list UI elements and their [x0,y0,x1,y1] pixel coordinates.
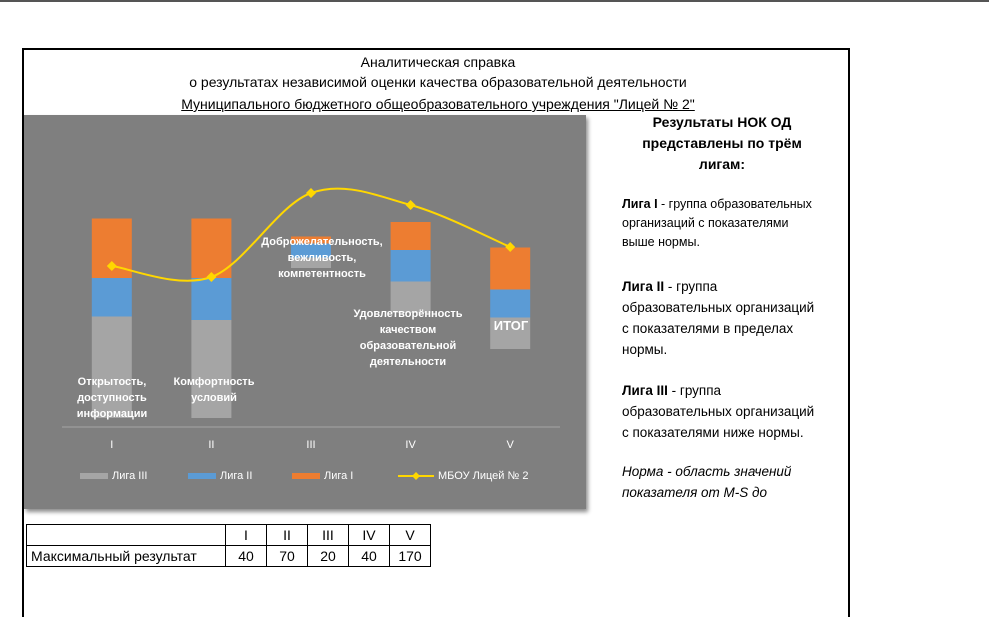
x-tick-label: V [506,439,514,451]
category-annotation-label: Доброжелательность, вежливость, компетентность [261,236,383,280]
league2-name: Лига II [622,279,665,294]
table-header-cell: III [308,525,349,546]
norma-definition: Норма - область значений показателя от M-S до [622,464,792,500]
legend-label: МБОУ Лицей № 2 [438,470,529,482]
legend-label: Лига II [220,470,253,482]
category-annotation-label: Удовлетворённость качеством образовательной деятельности [353,308,463,368]
bar-лига-i [391,222,431,250]
league2-text: - группа образовательных организаций с показателями в пределах нормы. [622,279,815,357]
max-results-table [26,524,431,567]
line-point-marker [406,200,416,210]
organization-name [24,96,852,112]
table-header-cell: I [226,525,267,546]
category-annotation-label: Комфортность условий [173,376,255,404]
table-header-cell: II [267,525,308,546]
top-border-line [0,0,989,2]
table-cell: 40 [349,546,390,567]
table-header-cell: IV [349,525,390,546]
league1-description [622,195,822,252]
league-chart [24,115,586,509]
x-tick-label: I [110,439,114,451]
league3-description [622,380,822,443]
category-annotation-label: Открытость, доступность информации [76,376,148,420]
table-cell: 70 [267,546,308,567]
table-header-cell [27,525,226,546]
report-subtitle: о результатах независимой оценки качества образовательной деятельности [189,74,687,90]
league3-name: Лига III [622,383,668,398]
table-cell: 40 [226,546,267,567]
league-description-panel [622,112,822,503]
row-label: Максимальный результат [27,546,226,567]
table-header-cell: V [390,525,431,546]
legend-swatch [80,473,108,479]
sidebar-heading: Результаты НОК ОД представлены по трём лигам: [642,114,802,172]
legend-swatch [188,473,216,479]
organization-name-text: Муниципального бюджетного общеобразовательного учреждения "Лицей № 2" [181,96,695,112]
legend-label: Лига III [112,470,148,482]
legend-label: Лига I [324,470,354,482]
legend-line-marker [412,472,420,480]
bar-лига-ii [490,290,530,318]
bar-лига-ii [391,250,431,282]
bar-лига-ii [191,278,231,320]
line-point-marker [306,188,316,198]
report-title: Аналитическая справка [360,54,516,70]
x-tick-label: IV [405,439,416,451]
league3-text: - группа образовательных организаций с показателями ниже нормы. [622,383,815,440]
bar-лига-i [490,248,530,290]
league2-description [622,276,822,360]
x-tick-label: III [306,439,316,451]
table-header-row [27,525,431,546]
category-annotation-label: ИТОГ [493,318,529,333]
league1-text: - группа образовательных организаций с показателями выше нормы. [622,197,812,249]
bar-лига-ii [92,278,132,317]
chart-canvas [24,115,586,509]
table-cell: 170 [390,546,431,567]
x-tick-label: II [208,439,215,451]
table-row [27,546,431,567]
league1-name: Лига I [622,197,658,211]
legend-swatch [292,473,320,479]
table-cell: 20 [308,546,349,567]
